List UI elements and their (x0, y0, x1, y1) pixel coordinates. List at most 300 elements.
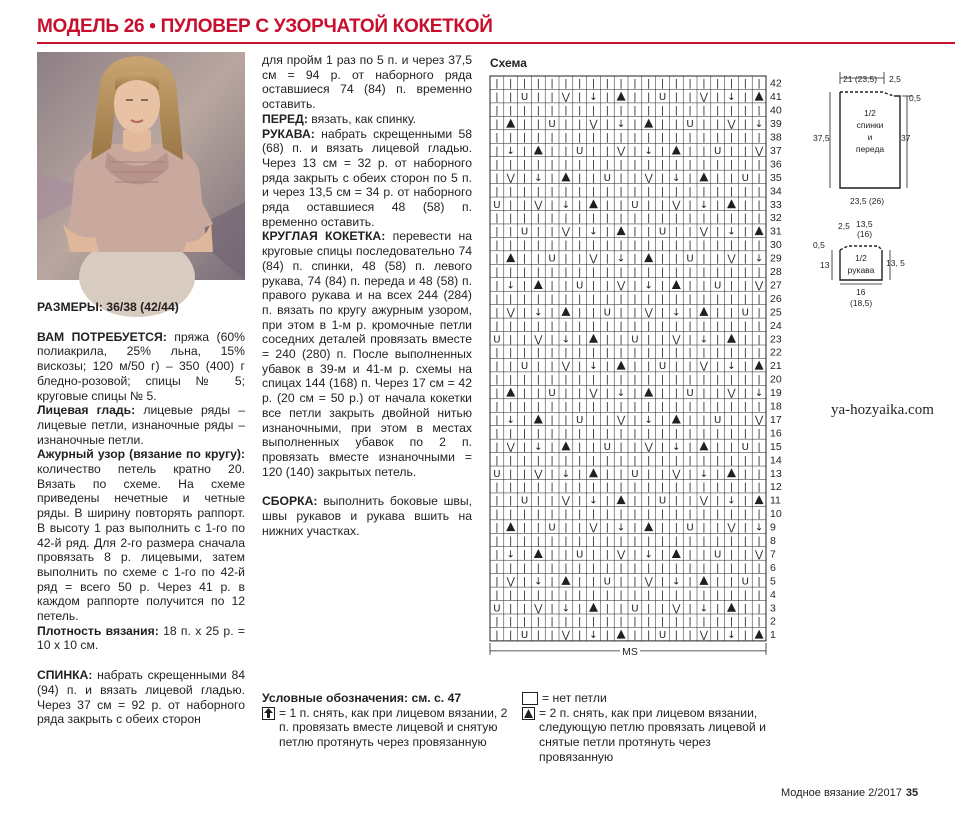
sleeve-top-width-a: 13,5 (856, 219, 873, 229)
chart-cell: | (495, 226, 499, 238)
body-top-width: 21 (23,5) (843, 74, 878, 84)
chart-cell: | (647, 361, 651, 373)
legend-item-2 (522, 691, 782, 706)
chart-cell: | (743, 630, 747, 642)
chart-cell: | (716, 603, 720, 615)
chart-cell: | (674, 482, 678, 494)
chart-cell: | (674, 522, 678, 534)
chart-cell: | (660, 549, 665, 561)
chart-cell: | (522, 455, 527, 467)
chart-cell: ⋁ (589, 388, 598, 400)
chart-cell: | (716, 186, 720, 198)
chart-cell: ⋁ (616, 280, 626, 292)
chart-cell: | (536, 401, 540, 413)
chart-cell: | (674, 401, 678, 413)
chart-cell: | (591, 576, 596, 588)
chart-cell: | (509, 92, 513, 104)
chart-cell: | (688, 347, 692, 359)
chart-cell: ↓ (699, 334, 709, 346)
chart-cell: | (729, 616, 734, 628)
chart-cell: | (495, 495, 499, 507)
chart-cell: | (522, 347, 527, 359)
chart-row-number: 26 (770, 292, 782, 305)
chart-row-number: 14 (770, 454, 782, 467)
chart-cell: | (605, 361, 609, 373)
chart-cell: | (536, 509, 540, 521)
chart-cell-triangle (506, 522, 515, 531)
chart-cell: | (591, 401, 596, 413)
chart-cell: | (578, 267, 582, 279)
chart-cell: | (757, 320, 761, 332)
chart-cell: | (550, 159, 554, 171)
chart-cell: ↓ (727, 630, 736, 642)
chart-cell: | (550, 401, 554, 413)
chart-cell: | (619, 401, 623, 413)
chart-cell: | (743, 145, 747, 157)
chart-cell: ⋁ (699, 361, 709, 373)
chart-cell-triangle (672, 414, 681, 423)
chart-cell: | (619, 576, 623, 588)
chart-cell: | (743, 468, 747, 480)
chart-row-number: 21 (770, 360, 782, 373)
chart-cell: | (522, 482, 527, 494)
chart-cell: | (674, 78, 678, 90)
chart-cell: | (522, 159, 527, 171)
chart-cell: U (714, 414, 722, 426)
chart-cell: | (619, 320, 623, 332)
chart-cell: | (578, 616, 582, 628)
chart-cell: | (509, 334, 513, 346)
chart-cell: | (702, 522, 706, 534)
chart-cell: | (495, 307, 499, 319)
chart-cell: | (674, 388, 678, 400)
chart-cell-triangle (755, 495, 764, 504)
chart-cell: | (591, 509, 596, 521)
openwork-value: количество петель кратно 20. Вязать по схеме. На схеме приведены нечетные и четные ряды. В ширину повторять раппорт. В высоту 1 раз выполнить с 1-го по 42-й ряд. Для 2-го размера сначала провязать 8 р. лицевыми, затем выполнить по схеме с 1-го по 42-й ряд = всего 50 р. Через 41 р. в каждом раппорте получится по 12 петель. (37, 462, 245, 624)
materials-label: ВАМ ПОТРЕБУЕТСЯ: (37, 329, 167, 344)
chart-cell: | (743, 119, 747, 131)
chart-cell: | (509, 482, 513, 494)
chart-cell: | (660, 199, 665, 211)
chart-cell: | (688, 78, 692, 90)
chart-cell: | (647, 562, 651, 574)
chart-cell: | (743, 334, 747, 346)
chart-cell: | (660, 132, 665, 144)
chart-cell: | (716, 132, 720, 144)
front-label: ПЕРЕД: (262, 111, 308, 126)
chart-cell: | (605, 253, 609, 265)
chart-cell: | (743, 374, 747, 386)
chart-cell: | (702, 78, 706, 90)
chart-cell: | (702, 320, 706, 332)
chart-cell: | (674, 119, 678, 131)
chart-cell: | (605, 320, 609, 332)
chart-cell: | (647, 428, 651, 440)
chart-cell: | (660, 334, 665, 346)
chart-cell: | (509, 603, 513, 615)
chart-cell: | (674, 267, 678, 279)
chart-cell: | (495, 347, 499, 359)
chart-cell: | (564, 320, 568, 332)
chart-cell: | (495, 78, 499, 90)
chart-cell: | (605, 119, 609, 131)
chart-cell: | (660, 388, 665, 400)
chart-cell: | (716, 576, 720, 588)
chart-cell: | (633, 428, 637, 440)
chart-cell: | (578, 468, 582, 480)
chart-cell: | (564, 401, 568, 413)
chart-cell: | (716, 334, 720, 346)
chart-row-number: 8 (770, 535, 776, 548)
chart-cell: ⋁ (534, 603, 543, 615)
chart-cell: | (633, 78, 637, 90)
chart-cell: | (578, 199, 582, 211)
chart-cell: | (509, 293, 513, 305)
chart-cell: | (729, 293, 734, 305)
chart-cell: | (550, 441, 554, 453)
assembly-label: СБОРКА: (262, 494, 318, 509)
chart-cell: | (702, 388, 706, 400)
chart-cell: | (495, 589, 499, 601)
chart-cell: | (550, 145, 554, 157)
chart-cell: U (548, 253, 556, 265)
chart-cell: | (633, 549, 637, 561)
chart-cell: | (578, 293, 582, 305)
chart-cell: | (536, 320, 540, 332)
chart-cell: | (716, 361, 720, 373)
chart-cell: | (647, 482, 651, 494)
chart-cell: | (605, 401, 609, 413)
chart-cell: | (757, 576, 761, 588)
legend-item-1 (262, 706, 512, 750)
chart-cell: | (619, 213, 623, 225)
chart-cell: | (702, 186, 706, 198)
chart-cell: | (729, 307, 734, 319)
chart-row-number: 28 (770, 266, 782, 279)
chart-cell: | (619, 172, 623, 184)
chart-cell: | (716, 226, 720, 238)
chart-cell: | (550, 374, 554, 386)
chart-cell: | (633, 105, 637, 117)
chart-cell: | (605, 482, 609, 494)
chart-cell: | (619, 307, 623, 319)
chart-cell-triangle (534, 145, 543, 154)
chart-cell: U (603, 441, 611, 453)
chart-cell: ⋁ (754, 280, 764, 292)
chart-cell: | (633, 267, 637, 279)
legend-left (262, 691, 512, 750)
chart-cell: | (757, 589, 761, 601)
chart-cell: ↓ (727, 226, 736, 238)
chart-cell: ⋁ (561, 495, 571, 507)
chart-cell: U (714, 280, 722, 292)
chart-row-number: 20 (770, 373, 782, 386)
chart-cell: | (578, 428, 582, 440)
chart-cell: | (550, 186, 554, 198)
chart-cell: | (633, 213, 637, 225)
chart-cell: U (686, 522, 694, 534)
chart-cell: U (520, 630, 529, 642)
chart-cell: | (688, 213, 692, 225)
chart-cell: ⋁ (644, 172, 653, 184)
chart-cell: | (509, 226, 513, 238)
body-label-4: переда (855, 144, 885, 154)
chart-cell: | (633, 159, 637, 171)
chart-cell: | (647, 78, 651, 90)
chart-cell: U (686, 119, 694, 131)
chart-cell: | (550, 199, 554, 211)
chart-cell-triangle (699, 576, 708, 585)
chart-cell: | (619, 132, 623, 144)
chart-cell: | (550, 630, 554, 642)
chart-cell: | (495, 105, 499, 117)
chart-cell: | (633, 441, 637, 453)
chart-cell: | (522, 589, 527, 601)
chart-cell: ↓ (754, 119, 764, 131)
chart-cell: | (578, 119, 582, 131)
chart-cell: | (743, 280, 747, 292)
chart-cell: | (757, 401, 761, 413)
chart-cell: | (757, 455, 761, 467)
chart-cell: | (688, 414, 692, 426)
chart-cell: | (591, 280, 596, 292)
legend-heading: Условные обозначения: см. с. 47 (262, 691, 462, 705)
chart-cell: | (633, 240, 637, 252)
chart-cell: | (578, 253, 582, 265)
body-height-left: 37,5 (813, 133, 830, 143)
chart-cell: | (688, 186, 692, 198)
chart-cell: | (633, 172, 637, 184)
chart-grid (490, 76, 766, 641)
chart-cell: ⋁ (644, 441, 653, 453)
sleeve-label-2: рукава (847, 265, 875, 275)
chart-cell: | (729, 172, 734, 184)
chart-cell: | (619, 334, 623, 346)
chart-cell: | (536, 267, 540, 279)
stockinette-label: Лицевая гладь: (37, 403, 136, 418)
chart-row-number: 12 (770, 481, 782, 494)
chart-cell: | (536, 630, 540, 642)
chart-cell: | (522, 267, 527, 279)
chart-cell: | (495, 630, 499, 642)
chart-row-number: 5 (770, 575, 776, 588)
chart-cell: | (729, 320, 734, 332)
chart-cell: | (702, 482, 706, 494)
chart-cell: ⋁ (589, 522, 598, 534)
chart-cell: | (674, 455, 678, 467)
chart-cell: | (729, 401, 734, 413)
chart-cell: ↓ (644, 414, 653, 426)
chart-cell: ↓ (727, 361, 736, 373)
chart-cell: ↓ (727, 495, 736, 507)
chart-cell: | (743, 509, 747, 521)
chart-cell: | (550, 482, 554, 494)
chart-cell: | (619, 159, 623, 171)
chart-cell: | (647, 132, 651, 144)
chart-cell: ⋁ (754, 549, 764, 561)
back-paragraph (37, 668, 245, 727)
chart-row-number: 7 (770, 548, 776, 561)
chart-cell: | (674, 159, 678, 171)
chart-cell: | (660, 603, 665, 615)
chart-cell: ⋁ (506, 441, 515, 453)
page-footer (781, 787, 918, 799)
chart-cell: | (688, 549, 692, 561)
chart-cell: | (522, 401, 527, 413)
chart-cell: | (743, 105, 747, 117)
chart-cell: | (550, 307, 554, 319)
chart-cell: | (688, 159, 692, 171)
chart-cell: U (603, 172, 611, 184)
chart-cell: | (688, 603, 692, 615)
chart-cell: | (564, 414, 568, 426)
chart-cell-triangle (755, 226, 764, 235)
chart-cell: | (522, 253, 527, 265)
chart-cell: ↓ (672, 441, 681, 453)
chart-cell: | (578, 320, 582, 332)
chart-cell: | (495, 267, 499, 279)
chart-cell: U (520, 92, 529, 104)
chart-cell: | (688, 428, 692, 440)
chart-cell: | (619, 347, 623, 359)
chart-cell: | (495, 616, 499, 628)
chart-cell: | (605, 603, 609, 615)
chart-row-number: 34 (770, 185, 782, 198)
chart-cell: | (564, 455, 568, 467)
chart-cell: | (536, 455, 540, 467)
chart-cell: | (605, 105, 609, 117)
chart-cell: | (591, 78, 596, 90)
chart-cell: ⋁ (699, 495, 709, 507)
chart-cell: | (743, 267, 747, 279)
chart-cell: | (578, 401, 582, 413)
sleeve-top-width-b: (16) (857, 229, 873, 239)
chart-cell: | (647, 630, 651, 642)
chart-cell: U (576, 549, 584, 561)
chart-cell: | (605, 630, 609, 642)
chart-cell: | (495, 119, 499, 131)
chart-cell: | (647, 509, 651, 521)
chart-cell: | (633, 401, 637, 413)
chart-cell: | (605, 509, 609, 521)
chart-cell: ↓ (534, 172, 543, 184)
chart-cell: | (536, 562, 540, 574)
chart-cell: | (509, 186, 513, 198)
chart-cell: | (578, 522, 582, 534)
chart-cell: ⋁ (561, 630, 571, 642)
chart-cell: | (757, 105, 761, 117)
chart-cell: ↓ (672, 172, 681, 184)
chart-cell-triangle (672, 549, 681, 558)
chart-cell: | (509, 536, 513, 548)
chart-cell: | (757, 468, 761, 480)
chart-cell: | (647, 226, 651, 238)
chart-cell: ⋁ (672, 603, 681, 615)
sizes-paragraph (37, 300, 245, 315)
chart-cell: | (495, 441, 499, 453)
chart-cell: | (495, 186, 499, 198)
chart-cell: | (647, 267, 651, 279)
chart-cell: U (548, 119, 556, 131)
chart-cell: | (702, 549, 706, 561)
chart-cell: | (578, 562, 582, 574)
chart-cell: | (647, 374, 651, 386)
chart-cell: ↓ (754, 253, 764, 265)
chart-cell: | (522, 549, 527, 561)
chart-cell: | (688, 562, 692, 574)
chart-cell: ↓ (616, 253, 626, 265)
chart-cell-triangle (755, 92, 764, 101)
chart-cell: | (647, 293, 651, 305)
chart-cell: | (536, 92, 540, 104)
chart-cell: | (605, 226, 609, 238)
chart-cell: | (495, 293, 499, 305)
chart-cell: | (550, 455, 554, 467)
chart-cell: | (605, 428, 609, 440)
chart-cell: | (716, 522, 720, 534)
chart-cell: | (702, 267, 706, 279)
chart-row-number: 6 (770, 561, 776, 574)
chart-cell: | (522, 199, 527, 211)
chart-cell: | (536, 361, 540, 373)
chart-cell: | (688, 455, 692, 467)
chart-cell: U (741, 172, 749, 184)
chart-row-number: 11 (770, 494, 781, 507)
chart-row-number: 17 (770, 413, 782, 426)
chart-cell: ⋁ (644, 576, 653, 588)
chart-cell: | (660, 267, 665, 279)
chart-cell: | (536, 240, 540, 252)
chart-cell-triangle (561, 441, 570, 450)
chart-cell: | (591, 159, 596, 171)
chart-cell: ↓ (506, 145, 515, 157)
chart-row-number: 31 (770, 225, 782, 238)
chart-cell: | (605, 186, 609, 198)
chart-cell: ⋁ (506, 576, 515, 588)
chart-cell: | (578, 441, 582, 453)
chart-cell: | (660, 414, 665, 426)
chart-cell: | (757, 428, 761, 440)
chart-cell: | (591, 428, 596, 440)
chart-cell: | (729, 105, 734, 117)
chart-cell: | (522, 603, 527, 615)
chart-cell: | (674, 536, 678, 548)
chart-cell: | (578, 374, 582, 386)
chart-cell: U (493, 199, 501, 211)
chart-cell: | (743, 388, 747, 400)
chart-cell: | (716, 482, 720, 494)
chart-cell: | (633, 92, 637, 104)
chart-cell: | (743, 186, 747, 198)
chart-cell: | (716, 441, 720, 453)
chart-cell: | (729, 145, 734, 157)
chart-cell: ↓ (534, 576, 543, 588)
chart-cell: | (522, 186, 527, 198)
chart-cell: | (509, 361, 513, 373)
chart-cell: | (536, 536, 540, 548)
sleeves-label: РУКАВА: (262, 126, 315, 141)
chart-cell: ⋁ (699, 226, 709, 238)
chart-cell: U (631, 603, 639, 615)
chart-cell: | (647, 468, 651, 480)
chart-row-number: 1 (770, 629, 776, 642)
chart-cell: ⋁ (727, 388, 736, 400)
chart-cell: | (536, 78, 540, 90)
chart-cell: | (743, 213, 747, 225)
chart-cell: | (564, 280, 568, 292)
chart-cell: ↓ (644, 280, 653, 292)
chart-cell: | (564, 105, 568, 117)
